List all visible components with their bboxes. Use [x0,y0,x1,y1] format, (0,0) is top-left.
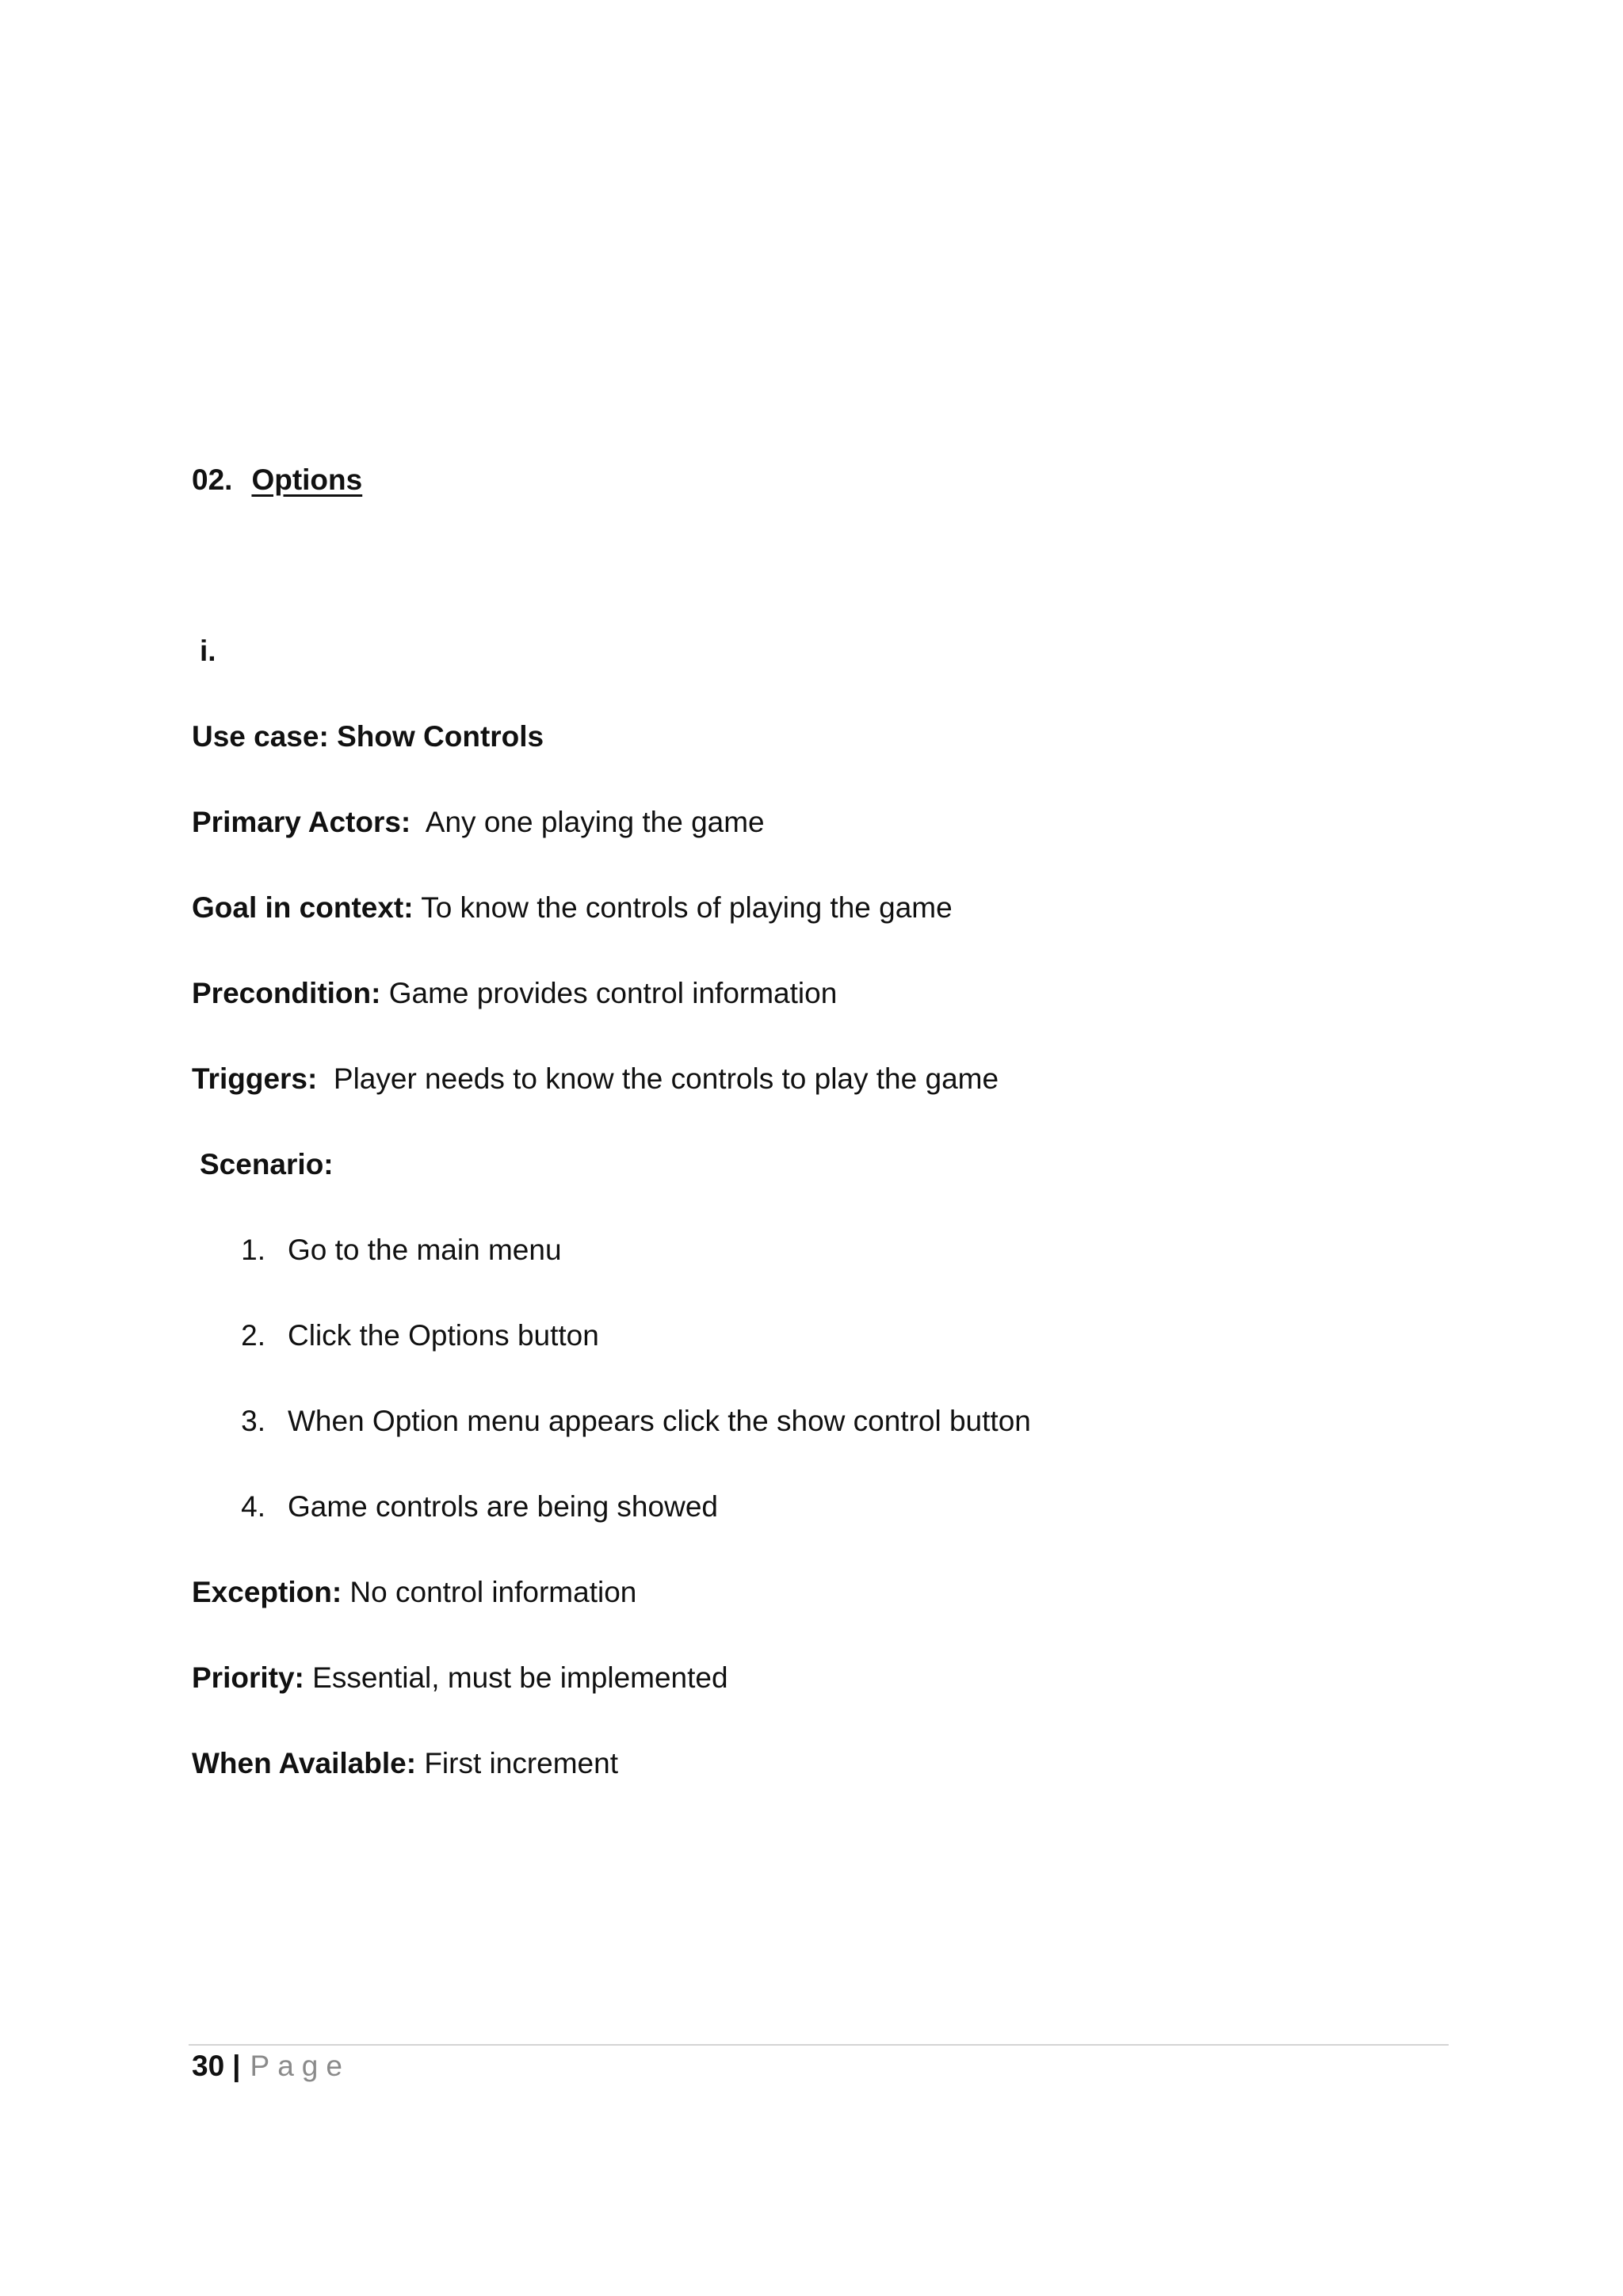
page-footer [192,2047,350,2085]
primary-actors-line [192,803,765,841]
footer-divider [189,2044,1449,2046]
triggers-label: Triggers: [192,1062,318,1095]
precondition-line [192,974,837,1013]
triggers-line [192,1060,999,1098]
when-available-value: First increment [424,1747,618,1779]
when-available-label: When Available: [192,1747,417,1779]
scenario-step-number: 4. [241,1490,265,1523]
goal-line [192,889,953,927]
primary-actors-label: Primary Actors: [192,806,411,838]
scenario-step-number: 1. [241,1234,265,1266]
page-number: 30 [192,2050,225,2082]
priority-line [192,1659,728,1697]
scenario-step-text: Go to the main menu [288,1234,562,1266]
exception-label: Exception: [192,1576,342,1608]
page-label: Page [250,2050,350,2082]
goal-label: Goal in context: [192,891,414,924]
scenario-step-text: Click the Options button [288,1319,599,1352]
primary-actors-value: Any one playing the game [425,806,765,838]
use-case-line [192,718,544,756]
scenario-step-number: 2. [241,1319,265,1352]
use-case-value: Show Controls [337,720,544,753]
exception-line [192,1573,636,1611]
triggers-value: Player needs to know the controls to play the game [333,1062,999,1095]
priority-label: Priority: [192,1661,304,1694]
goal-value: To know the controls of playing the game [421,891,953,924]
subsection-marker: i. [200,635,216,667]
scenario-step [218,1488,718,1526]
precondition-value: Game provides control information [388,977,838,1009]
scenario-step-text: Game controls are being showed [288,1490,718,1523]
scenario-step [218,1231,562,1269]
scenario-label: Scenario: [200,1148,334,1180]
footer-separator: | [232,2050,241,2082]
scenario-step [218,1317,599,1355]
scenario-step [218,1402,1031,1440]
exception-value: No control information [349,1576,637,1608]
precondition-label: Precondition: [192,977,381,1009]
scenario-step-number: 3. [241,1405,265,1437]
scenario-step-text: When Option menu appears click the show control button [288,1405,1031,1437]
use-case-label: Use case: [192,720,329,753]
when-available-line [192,1745,618,1783]
section-title: Options [251,463,363,496]
section-heading [192,461,362,499]
section-number: 02. [192,463,233,496]
priority-value: Essential, must be implemented [312,1661,728,1694]
